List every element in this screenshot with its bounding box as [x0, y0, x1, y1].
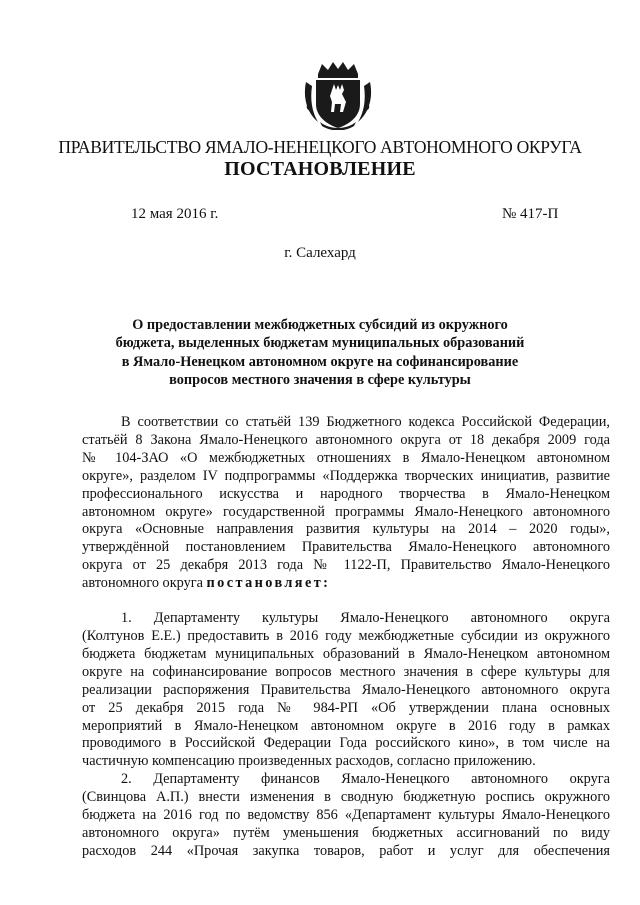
item-1-line: частичную компенсацию произведенных расходов, согласно приложению. — [82, 753, 536, 770]
item-2-line: (Свинцова А.П.) внести изменения в сводную бюджетную роспись окружного — [82, 789, 610, 806]
item-2-line: расходов 244 «Прочая закупка товаров, работ и услуг для обеспечения — [82, 842, 610, 859]
preamble-line: округе», разделом IV подпрограммы «Поддержка творческих инициатив, развитие — [82, 467, 610, 484]
preamble-last-line — [82, 575, 610, 593]
preamble-line: автономного округа — [82, 575, 203, 592]
preamble-line: № 104-ЗАО «О межбюджетных отношениях в Ямало-Ненецком автономном — [82, 449, 610, 466]
item-1-line: бюджета бюджетам муниципальных образований в Ямало-Ненецком автономном — [82, 645, 610, 662]
title-line: в Ямало-Ненецком автономном округе на софинансирование — [121, 353, 519, 370]
preamble-line: округа от 25 декабря 2013 года № 1122-П, Правительство Ямало-Ненецкого — [82, 557, 610, 574]
item-1-line: реализации распоряжения Правительства Ямало-Ненецкого автономного округа — [82, 681, 610, 698]
item-1-line: округе на софинансирование вопросов местного значения в сфере культуры для — [82, 663, 610, 680]
item-1-line: 1. Департаменту культуры Ямало-Ненецкого автономного округа — [121, 610, 610, 627]
item-2-paragraph — [82, 771, 610, 861]
preamble-line: автономном округе» государственной программы Ямало-Ненецкого автономного — [82, 503, 610, 520]
title-line: О предоставлении межбюджетных субсидий из окружного — [132, 317, 508, 333]
preamble-line: утверждённой постановлением Правительства Ямало-Ненецкого автономного — [82, 539, 610, 556]
item-1-paragraph — [82, 610, 610, 771]
item-1-line: от 25 декабря 2015 года № 984-РП «Об утверждении плана основных — [82, 699, 610, 716]
preamble-paragraph — [82, 414, 610, 593]
preamble-line: профессионального искусства и народного творчества в Ямало-Ненецком — [82, 485, 610, 502]
item-2-line: бюджета на 2016 год по ведомству 856 «Департамент культуры Ямало-Ненецкого — [82, 807, 610, 824]
title-line: вопросов местного значения в сфере культуры — [169, 371, 471, 388]
coat-of-arms-emblem — [302, 60, 374, 130]
item-2-line: 2. Департаменту финансов Ямало-Ненецкого автономного округа — [121, 771, 610, 788]
organization-name: ПРАВИТЕЛЬСТВО ЯМАЛО-НЕНЕЦКОГО АВТОНОМНОГО ОКРУГА — [58, 137, 582, 157]
document-type: ПОСТАНОВЛЕНИЕ — [224, 158, 416, 180]
document-title — [110, 316, 530, 389]
item-2-line: автономного округа» путём уменьшения бюджетных ассигнований по виду — [82, 824, 610, 841]
document-number: № 417-П — [502, 206, 559, 222]
preamble-line: округа «Основные направления развития культуры на 2014 – 2020 годы», — [82, 521, 610, 538]
preamble-line: В соответствии со статьёй 139 Бюджетного кодекса Российской Федерации, — [121, 414, 610, 430]
item-1-line: мероприятий в Ямало-Ненецком автономном округе в 2016 году в рамках — [82, 717, 610, 734]
title-line: бюджета, выделенных бюджетам муниципальных образований — [115, 335, 525, 352]
document-body — [82, 414, 610, 861]
preamble-line: статьёй 8 Закона Ямало-Ненецкого автономного округа от 18 декабря 2009 года — [82, 431, 610, 448]
document-city: г. Салехард — [284, 245, 356, 261]
item-1-line: проводимого в Российской Федерации Года российского кино», в том числе на — [82, 735, 610, 752]
document-date: 12 мая 2016 г. — [131, 206, 219, 222]
resolves-word: постановляет: — [206, 575, 331, 592]
item-1-line: (Колтунов Е.Е.) предоставить в 2016 году межбюджетные субсидии из окружного — [82, 627, 610, 644]
